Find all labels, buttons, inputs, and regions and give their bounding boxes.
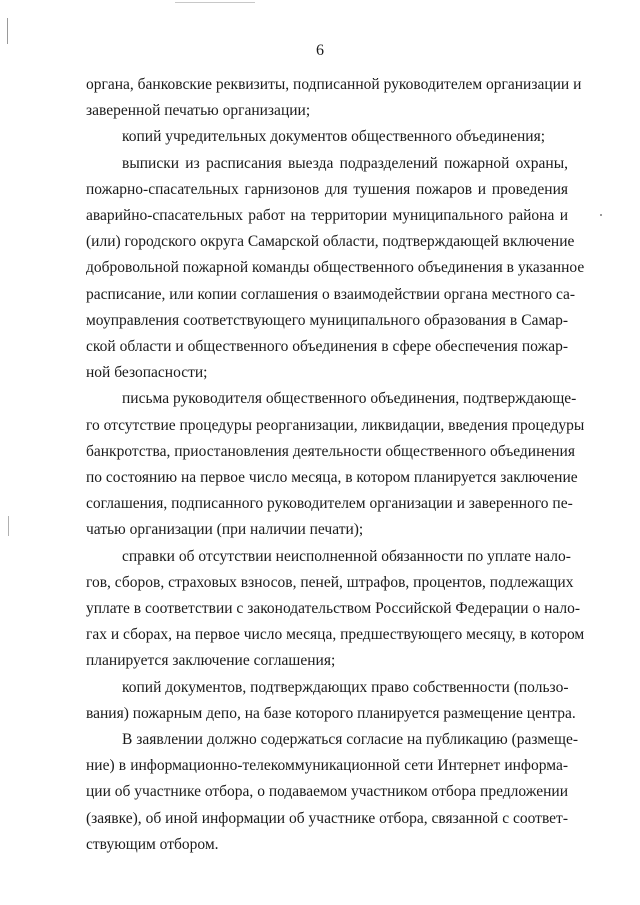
text-line: ствующим отбором. [86, 835, 219, 853]
paragraph-founding-documents [86, 124, 568, 150]
text-line: копий документов, подтверждающих право собственности (пользо- [122, 678, 569, 696]
page-number: 6 [316, 42, 324, 59]
text-line: органа, банковские реквизиты, подписанной руководителем организации и [86, 76, 582, 93]
text-line: справки об отсутствии неисполненной обязанности по уплате нало- [122, 547, 571, 565]
text-line: по состоянию на первое число месяца, в котором планируется заключение [86, 469, 578, 487]
text-line: ной безопасности; [86, 364, 208, 382]
text-line: (или) городского округа Самарской области, подтверждающей включение [86, 233, 575, 251]
text-line: копий учредительных документов общественного объединения; [122, 128, 546, 146]
text-line: расписание, или копии соглашения о взаимодействии органа местного са- [86, 285, 576, 303]
paragraph-depot-ownership [86, 675, 576, 727]
text-line: (заявке), об иной информации об участнике отбора, связанной с соответ- [86, 809, 568, 827]
paragraph-publication-consent [86, 727, 578, 858]
text-line: заверенной печатью организации; [86, 102, 311, 120]
scan-artifact-left [7, 18, 8, 44]
text-line: го отсутствие процедуры реорганизации, ликвидации, введения процедуры [86, 416, 585, 434]
text-line: добровольной пожарной команды общественного объединения в указанное [86, 259, 585, 277]
scan-artifact-top [175, 2, 255, 3]
text-line: В заявлении должно содержаться согласие на публикацию (размеще- [122, 731, 578, 749]
text-line: моуправления соответствующего муниципального образования в Самар- [86, 311, 568, 329]
document-body [86, 72, 585, 858]
text-line: ции об участнике отбора, о подаваемом участником отбора предложении [86, 783, 568, 801]
text-line: вания) пожарным депо, на базе которого планируется размещение центра. [86, 704, 576, 722]
paragraph-head-letter [86, 386, 585, 543]
paragraph-fire-schedule-extract [86, 151, 585, 387]
text-line: ние) в информационно-телекоммуникационной сети Интернет информа- [86, 757, 568, 775]
text-line: чатью организации (при наличии печати); [86, 521, 364, 539]
scan-artifact-right [600, 214, 602, 216]
text-line: гах и сборах, на первое число месяца, предшествующего месяцу, в котором [86, 626, 585, 644]
text-line: гов, сборов, страховых взносов, пеней, штрафов, процентов, подлежащих [86, 573, 574, 591]
text-line: планируется заключение соглашения; [86, 652, 336, 670]
text-line: выписки из расписания выезда подразделений пожарной охраны, [122, 154, 568, 172]
text-line: ской области и общественного объединения в сфере обеспечения пожар- [86, 338, 568, 356]
paragraph-tax-certificate [86, 544, 585, 675]
text-line: банкротства, приостановления деятельности общественного объединения [86, 442, 575, 460]
paragraph-requisites [86, 72, 582, 124]
scan-artifact-left-lower [8, 516, 9, 536]
text-line: письма руководителя общественного объединения, подтверждающе- [122, 390, 577, 408]
text-line: уплате в соответствии с законодательством Российской Федерации о нало- [86, 600, 581, 618]
text-line: аварийно-спасательных работ на территории муниципального района и [86, 207, 568, 225]
text-line: соглашения, подписанного руководителем организации и заверенного пе- [86, 495, 573, 513]
text-line: пожарно-спасательных гарнизонов для тушения пожаров и проведения [86, 180, 568, 198]
